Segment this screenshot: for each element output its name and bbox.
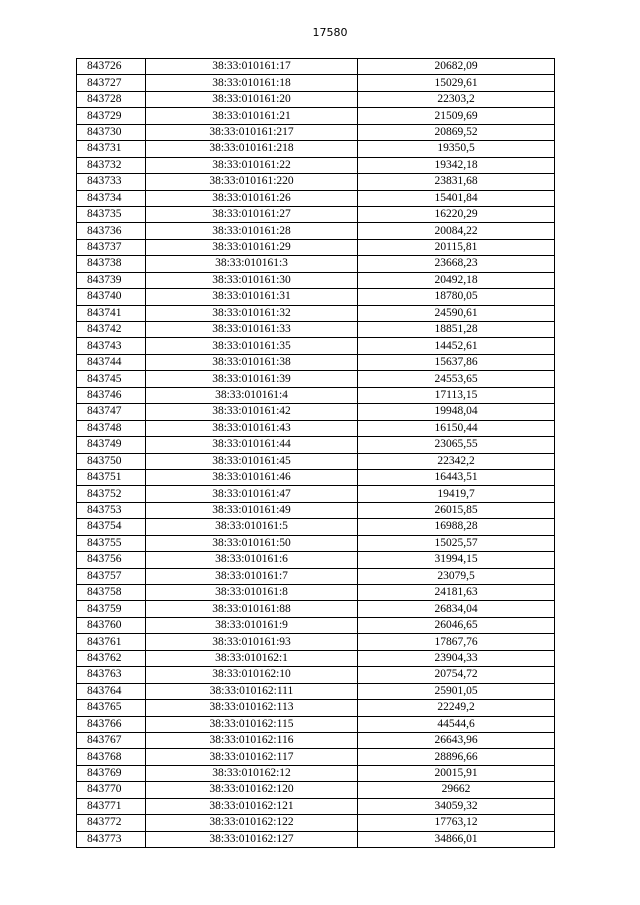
row-id-cell: 843766 (77, 716, 146, 732)
cadastral-number-cell: 38:33:010161:39 (146, 371, 358, 387)
value-cell: 23831,68 (358, 174, 555, 190)
cadastral-number-cell: 38:33:010161:93 (146, 634, 358, 650)
cadastral-number-cell: 38:33:010161:42 (146, 404, 358, 420)
table-row (77, 782, 555, 798)
cadastral-number-cell: 38:33:010161:4 (146, 387, 358, 403)
value-cell: 19350,5 (358, 141, 555, 157)
row-id-cell: 843729 (77, 108, 146, 124)
value-cell: 20492,18 (358, 272, 555, 288)
page-number: 17580 (312, 26, 348, 39)
table-row (77, 124, 555, 140)
row-id-cell: 843760 (77, 617, 146, 633)
cadastral-number-cell: 38:33:010161:22 (146, 157, 358, 173)
cadastral-number-cell: 38:33:010162:117 (146, 749, 358, 765)
table-row (77, 190, 555, 206)
row-id-cell: 843756 (77, 552, 146, 568)
row-id-cell: 843757 (77, 568, 146, 584)
table-row (77, 223, 555, 239)
cadastral-number-cell: 38:33:010161:28 (146, 223, 358, 239)
cadastral-number-cell: 38:33:010161:35 (146, 338, 358, 354)
row-id-cell: 843761 (77, 634, 146, 650)
value-cell: 22249,2 (358, 700, 555, 716)
value-cell: 23668,23 (358, 256, 555, 272)
table-row (77, 732, 555, 748)
row-id-cell: 843726 (77, 59, 146, 75)
table-row (77, 239, 555, 255)
table-row (77, 716, 555, 732)
value-cell: 24590,61 (358, 305, 555, 321)
cadastral-number-cell: 38:33:010161:220 (146, 174, 358, 190)
table-row (77, 272, 555, 288)
cadastral-number-cell: 38:33:010162:111 (146, 683, 358, 699)
row-id-cell: 843732 (77, 157, 146, 173)
row-id-cell: 843754 (77, 519, 146, 535)
row-id-cell: 843750 (77, 453, 146, 469)
value-cell: 34059,32 (358, 798, 555, 814)
row-id-cell: 843772 (77, 815, 146, 831)
table-row (77, 683, 555, 699)
row-id-cell: 843747 (77, 404, 146, 420)
row-id-cell: 843752 (77, 486, 146, 502)
table-row (77, 91, 555, 107)
table-row (77, 289, 555, 305)
value-cell: 26643,96 (358, 732, 555, 748)
value-cell: 20015,91 (358, 765, 555, 781)
row-id-cell: 843762 (77, 650, 146, 666)
row-id-cell: 843746 (77, 387, 146, 403)
table-row (77, 519, 555, 535)
row-id-cell: 843769 (77, 765, 146, 781)
cadastral-number-cell: 38:33:010161:47 (146, 486, 358, 502)
table-row (77, 59, 555, 75)
cadastral-number-cell: 38:33:010161:218 (146, 141, 358, 157)
value-cell: 17763,12 (358, 815, 555, 831)
cadastral-number-cell: 38:33:010161:30 (146, 272, 358, 288)
value-cell: 26015,85 (358, 502, 555, 518)
value-cell: 14452,61 (358, 338, 555, 354)
row-id-cell: 843736 (77, 223, 146, 239)
row-id-cell: 843768 (77, 749, 146, 765)
row-id-cell: 843749 (77, 437, 146, 453)
value-cell: 24181,63 (358, 585, 555, 601)
row-id-cell: 843735 (77, 206, 146, 222)
table-row (77, 354, 555, 370)
value-cell: 23079,5 (358, 568, 555, 584)
value-cell: 18851,28 (358, 322, 555, 338)
cadastral-number-cell: 38:33:010161:20 (146, 91, 358, 107)
table-row (77, 798, 555, 814)
cadastral-number-cell: 38:33:010162:120 (146, 782, 358, 798)
value-cell: 44544,6 (358, 716, 555, 732)
cadastral-number-cell: 38:33:010161:31 (146, 289, 358, 305)
value-cell: 29662 (358, 782, 555, 798)
row-id-cell: 843734 (77, 190, 146, 206)
table-row (77, 700, 555, 716)
table-row (77, 486, 555, 502)
cadastral-number-cell: 38:33:010161:7 (146, 568, 358, 584)
value-cell: 20754,72 (358, 667, 555, 683)
row-id-cell: 843728 (77, 91, 146, 107)
table-row (77, 206, 555, 222)
cadastral-number-cell: 38:33:010162:127 (146, 831, 358, 847)
table-row (77, 437, 555, 453)
value-cell: 15637,86 (358, 354, 555, 370)
value-cell: 22303,2 (358, 91, 555, 107)
cadastral-number-cell: 38:33:010161:9 (146, 617, 358, 633)
table-row (77, 617, 555, 633)
row-id-cell: 843771 (77, 798, 146, 814)
value-cell: 20115,81 (358, 239, 555, 255)
cadastral-number-cell: 38:33:010162:12 (146, 765, 358, 781)
value-cell: 16988,28 (358, 519, 555, 535)
table-row (77, 108, 555, 124)
row-id-cell: 843733 (77, 174, 146, 190)
value-cell: 19419,7 (358, 486, 555, 502)
value-cell: 15029,61 (358, 75, 555, 91)
cadastral-number-cell: 38:33:010162:113 (146, 700, 358, 716)
cadastral-number-cell: 38:33:010161:26 (146, 190, 358, 206)
cadastral-number-cell: 38:33:010161:29 (146, 239, 358, 255)
cadastral-number-cell: 38:33:010161:18 (146, 75, 358, 91)
table-body (77, 59, 555, 848)
cadastral-number-cell: 38:33:010161:3 (146, 256, 358, 272)
row-id-cell: 843759 (77, 601, 146, 617)
table-row (77, 667, 555, 683)
value-cell: 26834,04 (358, 601, 555, 617)
row-id-cell: 843737 (77, 239, 146, 255)
row-id-cell: 843738 (77, 256, 146, 272)
cadastral-number-cell: 38:33:010161:8 (146, 585, 358, 601)
cadastral-number-cell: 38:33:010162:115 (146, 716, 358, 732)
cadastral-number-cell: 38:33:010161:88 (146, 601, 358, 617)
cadastral-number-cell: 38:33:010161:5 (146, 519, 358, 535)
cadastral-number-cell: 38:33:010161:6 (146, 552, 358, 568)
row-id-cell: 843743 (77, 338, 146, 354)
cadastral-number-cell: 38:33:010161:32 (146, 305, 358, 321)
row-id-cell: 843742 (77, 322, 146, 338)
value-cell: 19342,18 (358, 157, 555, 173)
table-row (77, 502, 555, 518)
value-cell: 16150,44 (358, 420, 555, 436)
value-cell: 26046,65 (358, 617, 555, 633)
value-cell: 23065,55 (358, 437, 555, 453)
cadastral-number-cell: 38:33:010161:38 (146, 354, 358, 370)
row-id-cell: 843745 (77, 371, 146, 387)
cadastral-number-cell: 38:33:010161:45 (146, 453, 358, 469)
table-row (77, 749, 555, 765)
table-row (77, 469, 555, 485)
value-cell: 20084,22 (358, 223, 555, 239)
cadastral-number-cell: 38:33:010162:122 (146, 815, 358, 831)
row-id-cell: 843763 (77, 667, 146, 683)
table-row (77, 552, 555, 568)
table-row (77, 75, 555, 91)
value-cell: 28896,66 (358, 749, 555, 765)
table-row (77, 305, 555, 321)
table-row (77, 404, 555, 420)
table-row (77, 568, 555, 584)
value-cell: 20682,09 (358, 59, 555, 75)
row-id-cell: 843755 (77, 535, 146, 551)
table-row (77, 535, 555, 551)
row-id-cell: 843765 (77, 700, 146, 716)
cadastral-number-cell: 38:33:010161:33 (146, 322, 358, 338)
table-row (77, 387, 555, 403)
cadastral-number-cell: 38:33:010162:10 (146, 667, 358, 683)
value-cell: 22342,2 (358, 453, 555, 469)
value-cell: 17867,76 (358, 634, 555, 650)
row-id-cell: 843727 (77, 75, 146, 91)
cadastral-number-cell: 38:33:010162:116 (146, 732, 358, 748)
table-row (77, 453, 555, 469)
table-row (77, 634, 555, 650)
table-row (77, 371, 555, 387)
value-cell: 15401,84 (358, 190, 555, 206)
cadastral-number-cell: 38:33:010161:217 (146, 124, 358, 140)
cadastral-number-cell: 38:33:010161:17 (146, 59, 358, 75)
row-id-cell: 843740 (77, 289, 146, 305)
cadastral-number-cell: 38:33:010161:27 (146, 206, 358, 222)
table-row (77, 256, 555, 272)
table-row (77, 765, 555, 781)
table-row (77, 174, 555, 190)
value-cell: 18780,05 (358, 289, 555, 305)
cadastral-number-cell: 38:33:010161:49 (146, 502, 358, 518)
row-id-cell: 843739 (77, 272, 146, 288)
value-cell: 17113,15 (358, 387, 555, 403)
value-cell: 16220,29 (358, 206, 555, 222)
table-row (77, 815, 555, 831)
table-row (77, 157, 555, 173)
table-row (77, 141, 555, 157)
row-id-cell: 843751 (77, 469, 146, 485)
row-id-cell: 843730 (77, 124, 146, 140)
row-id-cell: 843767 (77, 732, 146, 748)
cadastral-number-cell: 38:33:010161:43 (146, 420, 358, 436)
table-row (77, 601, 555, 617)
row-id-cell: 843731 (77, 141, 146, 157)
row-id-cell: 843758 (77, 585, 146, 601)
row-id-cell: 843764 (77, 683, 146, 699)
value-cell: 34866,01 (358, 831, 555, 847)
row-id-cell: 843744 (77, 354, 146, 370)
table-row (77, 650, 555, 666)
value-cell: 21509,69 (358, 108, 555, 124)
value-cell: 16443,51 (358, 469, 555, 485)
table-row (77, 585, 555, 601)
cadastral-number-cell: 38:33:010162:1 (146, 650, 358, 666)
value-cell: 31994,15 (358, 552, 555, 568)
cadastral-number-cell: 38:33:010162:121 (146, 798, 358, 814)
row-id-cell: 843748 (77, 420, 146, 436)
value-cell: 25901,05 (358, 683, 555, 699)
row-id-cell: 843753 (77, 502, 146, 518)
table-row (77, 831, 555, 847)
value-cell: 24553,65 (358, 371, 555, 387)
cadastral-number-cell: 38:33:010161:50 (146, 535, 358, 551)
table-row (77, 338, 555, 354)
cadastral-number-cell: 38:33:010161:46 (146, 469, 358, 485)
row-id-cell: 843773 (77, 831, 146, 847)
table-row (77, 420, 555, 436)
value-cell: 15025,57 (358, 535, 555, 551)
value-cell: 20869,52 (358, 124, 555, 140)
table-row (77, 322, 555, 338)
cadastral-table (76, 58, 555, 848)
value-cell: 19948,04 (358, 404, 555, 420)
cadastral-number-cell: 38:33:010161:21 (146, 108, 358, 124)
cadastral-number-cell: 38:33:010161:44 (146, 437, 358, 453)
value-cell: 23904,33 (358, 650, 555, 666)
row-id-cell: 843741 (77, 305, 146, 321)
row-id-cell: 843770 (77, 782, 146, 798)
